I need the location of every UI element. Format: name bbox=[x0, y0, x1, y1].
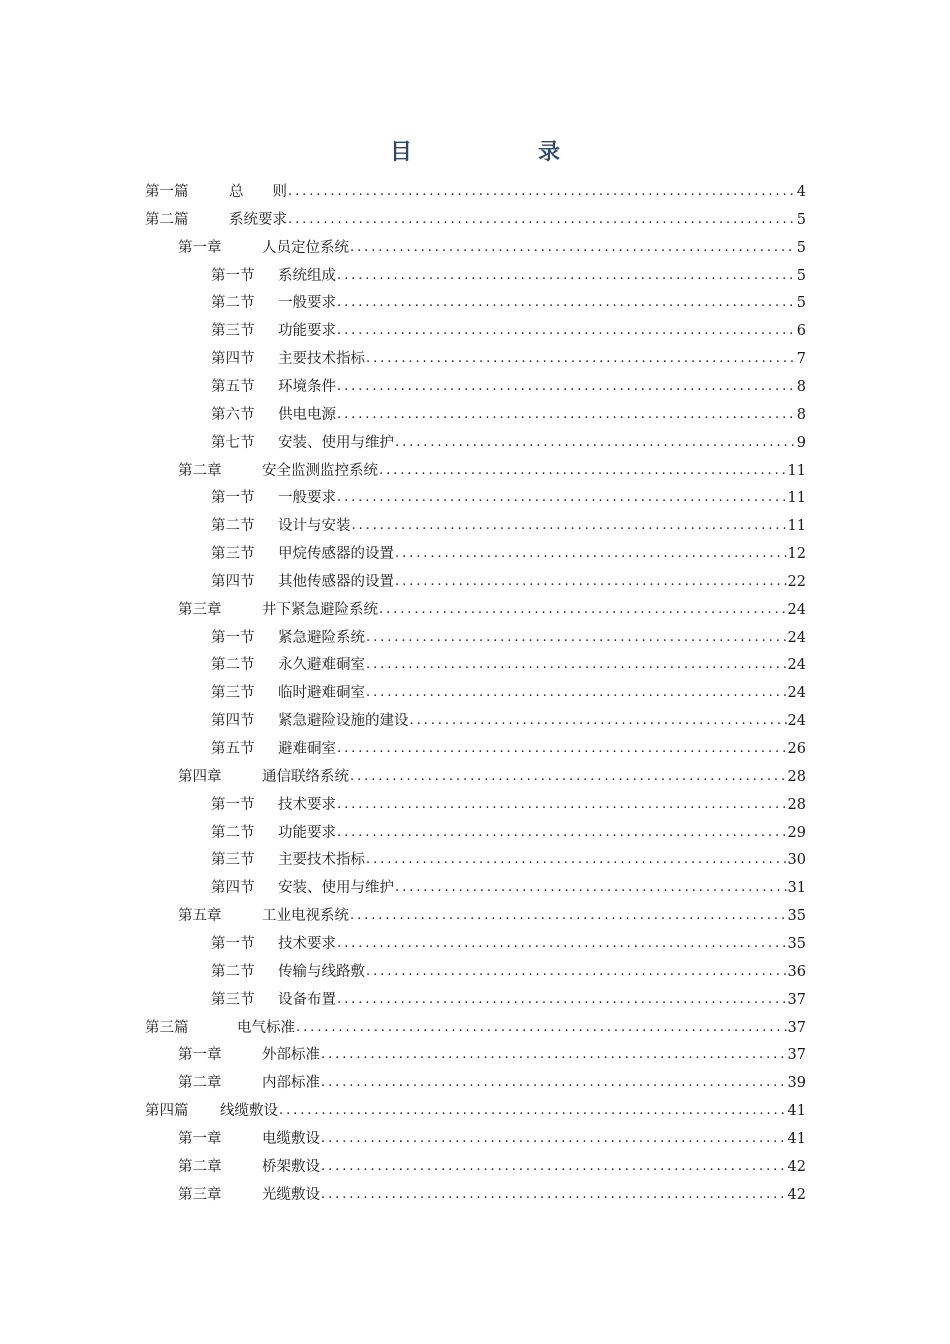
toc-entry-number: 第四篇 bbox=[145, 1103, 189, 1120]
toc-entry-title: 永久避难硐室 bbox=[278, 657, 365, 674]
toc-entry-number: 第五章 bbox=[178, 908, 222, 925]
toc-entry-page: 41 bbox=[787, 1130, 806, 1147]
toc-entry-page: 35 bbox=[787, 935, 806, 952]
toc-dot-leader bbox=[321, 1125, 787, 1153]
toc-entry-title: 电气标准 bbox=[237, 1019, 295, 1036]
toc-dot-leader bbox=[337, 373, 796, 401]
toc-entry-page: 29 bbox=[787, 824, 806, 841]
toc-entry[interactable] bbox=[211, 986, 806, 1014]
toc-entry-number: 第二节 bbox=[211, 518, 255, 535]
toc-entry-page: 26 bbox=[787, 741, 806, 757]
toc-entry[interactable] bbox=[178, 1181, 806, 1209]
toc-entry[interactable] bbox=[211, 707, 806, 735]
toc-entry-page: 30 bbox=[787, 852, 806, 869]
toc-entry-number: 第四节 bbox=[211, 880, 255, 897]
toc-entry[interactable] bbox=[211, 568, 806, 596]
toc-entry-page: 24 bbox=[787, 713, 806, 730]
toc-entry[interactable] bbox=[211, 512, 806, 540]
toc-entry-title: 安装、使用与维护 bbox=[278, 434, 394, 451]
toc-entry[interactable] bbox=[211, 317, 806, 345]
toc-dot-leader bbox=[352, 512, 787, 540]
toc-dot-leader bbox=[337, 484, 787, 512]
toc-entry-title: 系统要求 bbox=[229, 211, 287, 228]
toc-entry-number: 第四节 bbox=[211, 351, 255, 368]
toc-entry[interactable] bbox=[178, 902, 806, 930]
toc-entry-number: 第三章 bbox=[178, 1186, 222, 1203]
toc-entry-title: 其他传感器的设置 bbox=[278, 573, 394, 590]
toc-entry[interactable] bbox=[178, 596, 806, 624]
toc-entry-number: 第二章 bbox=[178, 1075, 222, 1092]
toc-dot-leader bbox=[337, 986, 787, 1014]
toc-dot-leader bbox=[321, 1041, 787, 1069]
toc-entry-page: 42 bbox=[787, 1186, 806, 1203]
toc-entry-number: 第一章 bbox=[178, 239, 222, 256]
toc-entry-number: 第三节 bbox=[211, 546, 255, 563]
toc-entry-number: 第二章 bbox=[178, 462, 222, 479]
toc-entry-page: 24 bbox=[787, 601, 806, 618]
toc-entry-title: 一般要求 bbox=[278, 490, 336, 507]
toc-dot-leader bbox=[321, 1069, 787, 1097]
toc-entry-title: 供电电源 bbox=[278, 406, 336, 423]
toc-entry-page: 11 bbox=[787, 462, 806, 479]
toc-entry[interactable] bbox=[211, 289, 806, 317]
toc-dot-leader bbox=[395, 429, 796, 457]
toc-entry-number: 第三节 bbox=[211, 991, 255, 1008]
toc-dot-leader bbox=[337, 317, 796, 345]
toc-dot-leader bbox=[395, 568, 787, 596]
toc-entry-page: 41 bbox=[787, 1103, 806, 1120]
toc-entry[interactable] bbox=[211, 846, 806, 874]
toc-dot-leader bbox=[337, 791, 787, 819]
toc-entry[interactable] bbox=[211, 484, 806, 512]
toc-dot-leader bbox=[337, 819, 787, 847]
toc-entry[interactable] bbox=[211, 373, 806, 401]
toc-entry[interactable] bbox=[211, 540, 806, 568]
toc-entry-title: 临时避难硐室 bbox=[278, 685, 365, 702]
toc-entry-title: 线缆敷设 bbox=[220, 1103, 278, 1120]
toc-entry-page: 28 bbox=[787, 796, 806, 813]
toc-entry[interactable] bbox=[178, 1041, 806, 1069]
toc-entry-title: 总 则 bbox=[229, 184, 287, 200]
toc-dot-leader bbox=[288, 206, 796, 234]
toc-entry-number: 第三篇 bbox=[145, 1019, 189, 1036]
toc-entry-number: 第一节 bbox=[211, 796, 255, 813]
toc-entry[interactable] bbox=[211, 819, 806, 847]
toc-entry-title: 设备布置 bbox=[278, 991, 336, 1008]
toc-entry-title: 功能要求 bbox=[278, 824, 336, 841]
toc-entry-page: 12 bbox=[787, 546, 806, 563]
toc-entry-number: 第一节 bbox=[211, 267, 255, 284]
toc-entry-page: 4 bbox=[796, 184, 806, 200]
toc-dot-leader bbox=[350, 763, 787, 791]
toc-entry[interactable] bbox=[145, 178, 806, 206]
toc-entry-page: 11 bbox=[787, 490, 806, 507]
toc-entry[interactable] bbox=[178, 457, 806, 485]
toc-dot-leader bbox=[379, 596, 787, 624]
toc-entry-title: 技术要求 bbox=[278, 935, 336, 952]
toc-entry-page: 35 bbox=[787, 908, 806, 925]
toc-entry-title: 技术要求 bbox=[278, 796, 336, 813]
toc-dot-leader bbox=[395, 540, 787, 568]
toc-entry-page: 22 bbox=[787, 573, 806, 590]
toc-dot-leader bbox=[337, 289, 796, 317]
toc-dot-leader bbox=[366, 958, 787, 986]
toc-entry[interactable] bbox=[211, 874, 806, 902]
toc-entry[interactable] bbox=[211, 679, 806, 707]
toc-entry-page: 11 bbox=[787, 518, 806, 535]
toc-entry-number: 第二节 bbox=[211, 963, 255, 980]
toc-entry-title: 主要技术指标 bbox=[278, 351, 365, 368]
toc-entry-title: 井下紧急避险系统 bbox=[262, 601, 378, 618]
toc-entry-number: 第一节 bbox=[211, 629, 255, 646]
toc-entry[interactable] bbox=[211, 791, 806, 819]
toc-entry[interactable] bbox=[211, 735, 806, 763]
toc-entry[interactable] bbox=[145, 1014, 806, 1042]
toc-entry-title: 主要技术指标 bbox=[278, 852, 365, 869]
toc-entry-page: 8 bbox=[796, 378, 806, 395]
toc-entry-title: 工业电视系统 bbox=[262, 908, 349, 925]
toc-entry-page: 37 bbox=[787, 991, 806, 1008]
toc-entry-title: 系统组成 bbox=[278, 267, 336, 284]
toc-dot-leader bbox=[350, 902, 787, 930]
toc-dot-leader bbox=[337, 262, 796, 290]
toc-entry-number: 第四节 bbox=[211, 573, 255, 590]
toc-entry-page: 8 bbox=[796, 406, 806, 423]
toc-entry-title: 安装、使用与维护 bbox=[278, 880, 394, 897]
toc-dot-leader bbox=[379, 457, 787, 485]
toc-entry-title: 环境条件 bbox=[278, 378, 336, 395]
toc-dot-leader bbox=[366, 651, 787, 679]
toc-entry-page: 42 bbox=[787, 1158, 806, 1175]
toc-entry-page: 31 bbox=[787, 880, 806, 897]
toc-entry-title: 光缆敷设 bbox=[262, 1186, 320, 1203]
toc-dot-leader bbox=[410, 707, 787, 735]
toc-entry-title: 设计与安装 bbox=[278, 518, 351, 535]
toc-entry[interactable] bbox=[145, 206, 806, 234]
toc-entry-title: 安全监测监控系统 bbox=[262, 462, 378, 479]
toc-dot-leader bbox=[296, 1014, 787, 1042]
toc-entry-title: 外部标准 bbox=[262, 1047, 320, 1064]
toc-entry-page: 5 bbox=[796, 211, 806, 228]
toc-dot-leader bbox=[337, 735, 787, 763]
toc-entry-page: 9 bbox=[796, 434, 806, 451]
toc-entry[interactable] bbox=[211, 429, 806, 457]
toc-entry-title: 避难硐室 bbox=[278, 741, 336, 757]
toc-entry-number: 第五节 bbox=[211, 741, 255, 757]
toc-entry-number: 第四章 bbox=[178, 768, 222, 785]
toc-dot-leader bbox=[288, 178, 796, 206]
toc-entry-title: 紧急避险设施的建设 bbox=[278, 713, 409, 730]
toc-entry-page: 7 bbox=[796, 351, 806, 368]
toc-entry-page: 37 bbox=[787, 1047, 806, 1064]
toc-entry-number: 第二节 bbox=[211, 824, 255, 841]
toc-dot-leader bbox=[366, 846, 787, 874]
toc-entry-page: 24 bbox=[787, 685, 806, 702]
toc-dot-leader bbox=[279, 1097, 787, 1125]
toc-entry-page: 36 bbox=[787, 963, 806, 980]
toc-entry-number: 第二篇 bbox=[145, 211, 189, 228]
toc-entry-title: 桥架敷设 bbox=[262, 1158, 320, 1175]
toc-entry-number: 第二节 bbox=[211, 657, 255, 674]
toc-entry-title: 电缆敷设 bbox=[262, 1130, 320, 1147]
toc-entry-title: 内部标准 bbox=[262, 1075, 320, 1092]
toc-entry-page: 5 bbox=[796, 239, 806, 256]
toc-entry-title: 人员定位系统 bbox=[262, 239, 349, 256]
toc-entry-title: 一般要求 bbox=[278, 295, 336, 312]
toc-entry[interactable] bbox=[211, 401, 806, 429]
toc-entry-number: 第五节 bbox=[211, 378, 255, 395]
toc-entry-number: 第二节 bbox=[211, 295, 255, 312]
toc-entry-number: 第三节 bbox=[211, 323, 255, 340]
toc-entry[interactable] bbox=[211, 930, 806, 958]
toc-entry-number: 第一篇 bbox=[145, 184, 189, 200]
toc-dot-leader bbox=[366, 679, 787, 707]
toc-entry-page: 5 bbox=[796, 295, 806, 312]
toc-entry-title: 甲烷传感器的设置 bbox=[278, 546, 394, 563]
toc-entry-number: 第二章 bbox=[178, 1158, 222, 1175]
toc-dot-leader bbox=[337, 930, 787, 958]
toc-entry-page: 37 bbox=[787, 1019, 806, 1036]
toc-entry-title: 功能要求 bbox=[278, 323, 336, 340]
toc-entry-number: 第四节 bbox=[211, 713, 255, 730]
toc-entry[interactable] bbox=[211, 651, 806, 679]
toc-entry[interactable] bbox=[145, 1097, 806, 1125]
toc-entry[interactable] bbox=[211, 958, 806, 986]
toc-entry-page: 6 bbox=[796, 323, 806, 340]
toc-entry[interactable] bbox=[178, 234, 806, 262]
toc-dot-leader bbox=[366, 345, 796, 373]
toc-entry[interactable] bbox=[211, 262, 806, 290]
toc-entry-page: 24 bbox=[787, 657, 806, 674]
toc-dot-leader bbox=[321, 1181, 787, 1209]
toc-entry-number: 第六节 bbox=[211, 406, 255, 423]
toc-entry-number: 第一节 bbox=[211, 490, 255, 507]
toc-entry-title: 通信联络系统 bbox=[262, 768, 349, 785]
toc-entry-number: 第七节 bbox=[211, 434, 255, 451]
toc-entry-number: 第三节 bbox=[211, 852, 255, 869]
toc-dot-leader bbox=[350, 234, 796, 262]
toc-dot-leader bbox=[337, 401, 796, 429]
toc-entry-page: 24 bbox=[787, 629, 806, 646]
toc-entry[interactable] bbox=[211, 624, 806, 652]
toc-entry-number: 第一章 bbox=[178, 1047, 222, 1064]
toc-entry-page: 5 bbox=[796, 267, 806, 284]
toc-dot-leader bbox=[395, 874, 787, 902]
toc-entry[interactable] bbox=[211, 345, 806, 373]
toc-entry-number: 第三节 bbox=[211, 685, 255, 702]
toc-entry-page: 28 bbox=[787, 768, 806, 785]
toc-entry[interactable] bbox=[178, 1153, 806, 1181]
toc-dot-leader bbox=[321, 1153, 787, 1181]
toc-dot-leader bbox=[366, 624, 787, 652]
toc-entry[interactable] bbox=[178, 763, 806, 791]
toc-entry[interactable] bbox=[178, 1125, 806, 1153]
toc-entry-number: 第三章 bbox=[178, 601, 222, 618]
toc-entry-title: 紧急避险系统 bbox=[278, 629, 365, 646]
toc-entry-number: 第一节 bbox=[211, 935, 255, 952]
toc-entry-page: 39 bbox=[787, 1075, 806, 1092]
toc-entry-title: 传输与线路敷 bbox=[278, 963, 365, 980]
toc-entry[interactable] bbox=[178, 1069, 806, 1097]
page-title: 目 录 bbox=[389, 139, 612, 165]
toc-entry-number: 第一章 bbox=[178, 1130, 222, 1147]
